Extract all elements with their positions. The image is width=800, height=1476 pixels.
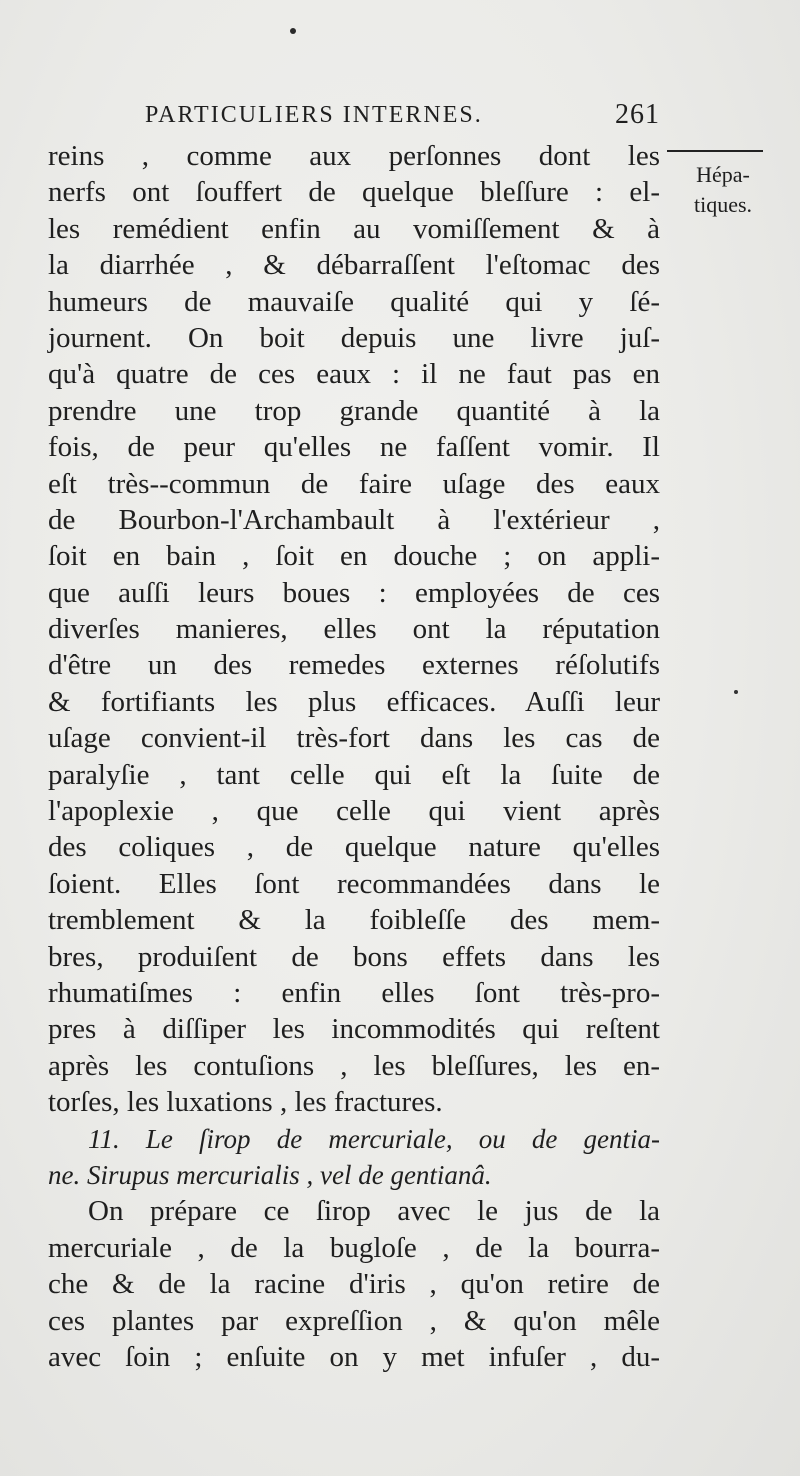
text-line: tremblement & la foibleſſe des mem- (48, 904, 660, 937)
text-line: ſoit en bain , ſoit en douche ; on appli- (48, 540, 660, 573)
text-line: l'apoplexie , que celle qui vient après (48, 795, 660, 828)
text-line: mercuriale , de la bugloſe , de la bourra- (48, 1231, 660, 1264)
text-line: avec ſoin ; enſuite on y met infuſer , du- (48, 1340, 660, 1373)
margin-note-line-1: Hépa- (696, 162, 750, 187)
margin-rule (667, 150, 763, 152)
page-header (145, 95, 660, 135)
text-line: fois, de peur qu'elles ne faſſent vomir. Il (48, 431, 660, 464)
text-line: che & de la racine d'iris , qu'on retire de (48, 1268, 660, 1301)
text-line: eſt très--commun de faire uſage des eaux (48, 467, 660, 500)
text-line: reins , comme aux perſonnes dont les (48, 140, 660, 172)
text-line: prendre une trop grande quantité à la (48, 394, 660, 427)
text-line: bres, produiſent de bons effets dans les (48, 940, 660, 973)
running-title: PARTICULIERS INTERNES. (145, 102, 483, 128)
text-line: & fortifiants les plus efficaces. Auſſi leur (48, 685, 660, 718)
text-line: nerfs ont ſouffert de quelque bleſſure : el- (48, 176, 660, 209)
text-line: des coliques , de quelque nature qu'elles (48, 831, 660, 864)
text-line: qu'à quatre de ces eaux : il ne faut pas en (48, 358, 660, 391)
text-line: journent. On boit depuis une livre juſ- (48, 321, 660, 354)
margin-note-line-2: tiques. (693, 192, 753, 217)
section-heading-line: ne. Sirupus mercurialis , vel de gentianâ. (48, 1159, 492, 1190)
page-number: 261 (615, 99, 660, 130)
text-line: rhumatiſmes : enfin elles ſont très-pro- (48, 976, 660, 1009)
text-line: On prépare ce ſirop avec le jus de la (88, 1195, 660, 1228)
body-text (48, 138, 660, 1375)
text-line: torſes, les luxations , les fractures. (48, 1086, 443, 1119)
text-line: paralyſie , tant celle qui eſt la ſuite de (48, 758, 660, 791)
text-line: diverſes manieres, elles ont la réputation (48, 613, 660, 646)
text-line: après les contuſions , les bleſſures, les en- (48, 1049, 660, 1082)
text-line: que auſſi leurs boues : employées de ces (48, 576, 660, 609)
text-line: de Bourbon-l'Archambault à l'extérieur , (48, 503, 660, 536)
text-line: la diarrhée , & débarraſſent l'eſtomac des (48, 249, 660, 282)
text-line: les remédient enfin au vomiſſement & à (48, 212, 660, 245)
text-line: d'être un des remedes externes réſolutifs (48, 649, 660, 682)
text-line: uſage convient-il très-fort dans les cas de (48, 722, 660, 755)
section-heading-line: 11. Le ſirop de mercuriale, ou de gentia- (88, 1123, 660, 1154)
margin-note (668, 160, 778, 220)
text-line: humeurs de mauvaiſe qualité qui y ſé- (48, 285, 660, 318)
text-line: pres à diſſiper les incommodités qui reſtent (48, 1013, 660, 1046)
text-line: ces plantes par expreſſion , & qu'on mêle (48, 1304, 660, 1337)
top-ink-dot (290, 28, 296, 34)
stray-ink-dot (734, 690, 738, 694)
text-line: ſoient. Elles ſont recommandées dans le (48, 867, 660, 900)
